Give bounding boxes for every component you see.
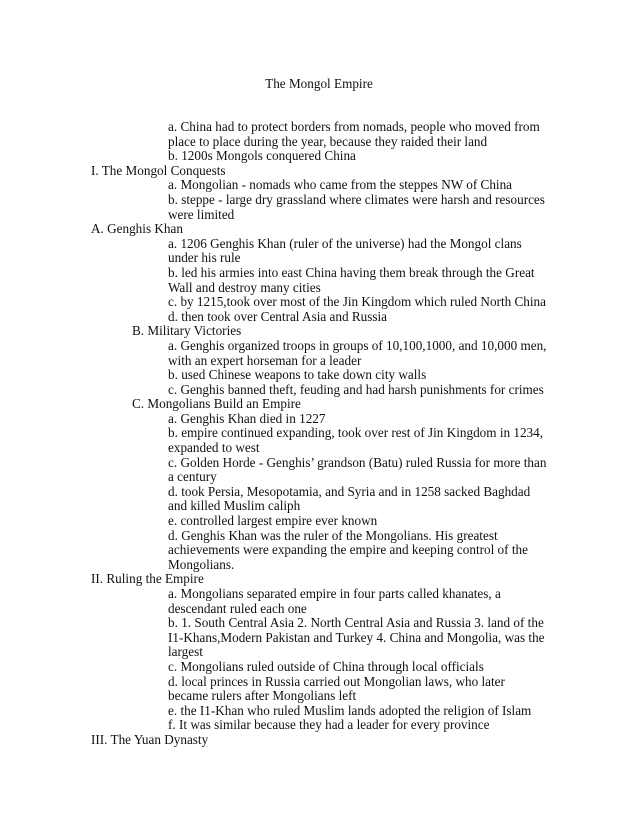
document-title: The Mongol Empire <box>265 76 373 91</box>
outline-subpoint: b. used Chinese weapons to take down city walls <box>168 367 427 383</box>
outline-subpoint: b. 1200s Mongols conquered China <box>168 148 356 164</box>
outline-subpoint: e. the I1-Khan who ruled Muslim lands adopted the religion of Islam <box>168 702 532 718</box>
outline-heading: C. Mongolians Build an Empire <box>132 396 301 412</box>
outline-subpoint: a. Mongolian - nomads who came from the steppes NW of China <box>168 177 513 193</box>
outline-subpoint: d. local princes in Russia carried out Mongolian laws, who later became rulers after Mongolians left <box>168 673 505 704</box>
outline <box>0 120 638 748</box>
outline-subpoint: a. China had to protect borders from nomads, people who moved from place to place during the year, because they raided their land <box>168 119 540 149</box>
outline-subpoint: d. took Persia, Mesopotamia, and Syria and in 1258 sacked Baghdad and killed Muslim caliph <box>168 483 531 514</box>
outline-subpoint: b. steppe - large dry grassland where climates were harsh and resources were limited <box>168 191 545 222</box>
outline-subpoint: a. Mongolians separated empire in four parts called khanates, a descendant ruled each one <box>168 586 501 616</box>
outline-subpoint: a. 1206 Genghis Khan (ruler of the universe) had the Mongol clans under his rule <box>168 235 522 266</box>
outline-subpoint: b. led his armies into east China having them break through the Great Wall and destroy many cities <box>168 264 535 295</box>
outline-subpoint: c. by 1215,took over most of the Jin Kingdom which ruled North China <box>168 294 546 310</box>
outline-subpoint: f. It was similar because they had a leader for every province <box>168 717 490 733</box>
outline-heading: A. Genghis Khan <box>91 221 183 237</box>
outline-subpoint: d. then took over Central Asia and Russia <box>168 308 388 324</box>
outline-subpoint: c. Genghis banned theft, feuding and had harsh punishments for crimes <box>168 381 544 397</box>
outline-subpoint: d. Genghis Khan was the ruler of the Mongolians. His greatest achievements were expanding the empire and keeping control of the Mongolians. <box>168 527 528 572</box>
outline-heading: I. The Mongol Conquests <box>91 162 226 178</box>
outline-heading: II. Ruling the Empire <box>91 571 204 587</box>
outline-subpoint: b. 1. South Central Asia 2. North Central Asia and Russia 3. land of the I1-Khans,Modern Pakistan and Turkey 4. China and Mongolia, was the largest <box>168 615 545 660</box>
outline-subpoint: a. Genghis Khan died in 1227 <box>168 410 326 426</box>
outline-subpoint: a. Genghis organized troops in groups of 10,100,1000, and 10,000 men, with an expert horseman for a leader <box>168 337 547 368</box>
outline-heading: B. Military Victories <box>132 323 242 339</box>
outline-heading: III. The Yuan Dynasty <box>91 731 209 747</box>
outline-subpoint: b. empire continued expanding, took over rest of Jin Kingdom in 1234, expanded to west <box>168 425 544 456</box>
outline-subpoint: e. controlled largest empire ever known <box>168 513 378 529</box>
outline-subpoint: c. Golden Horde - Genghis’ grandson (Batu) ruled Russia for more than a century <box>168 454 547 485</box>
outline-subpoint: c. Mongolians ruled outside of China through local officials <box>168 658 484 674</box>
